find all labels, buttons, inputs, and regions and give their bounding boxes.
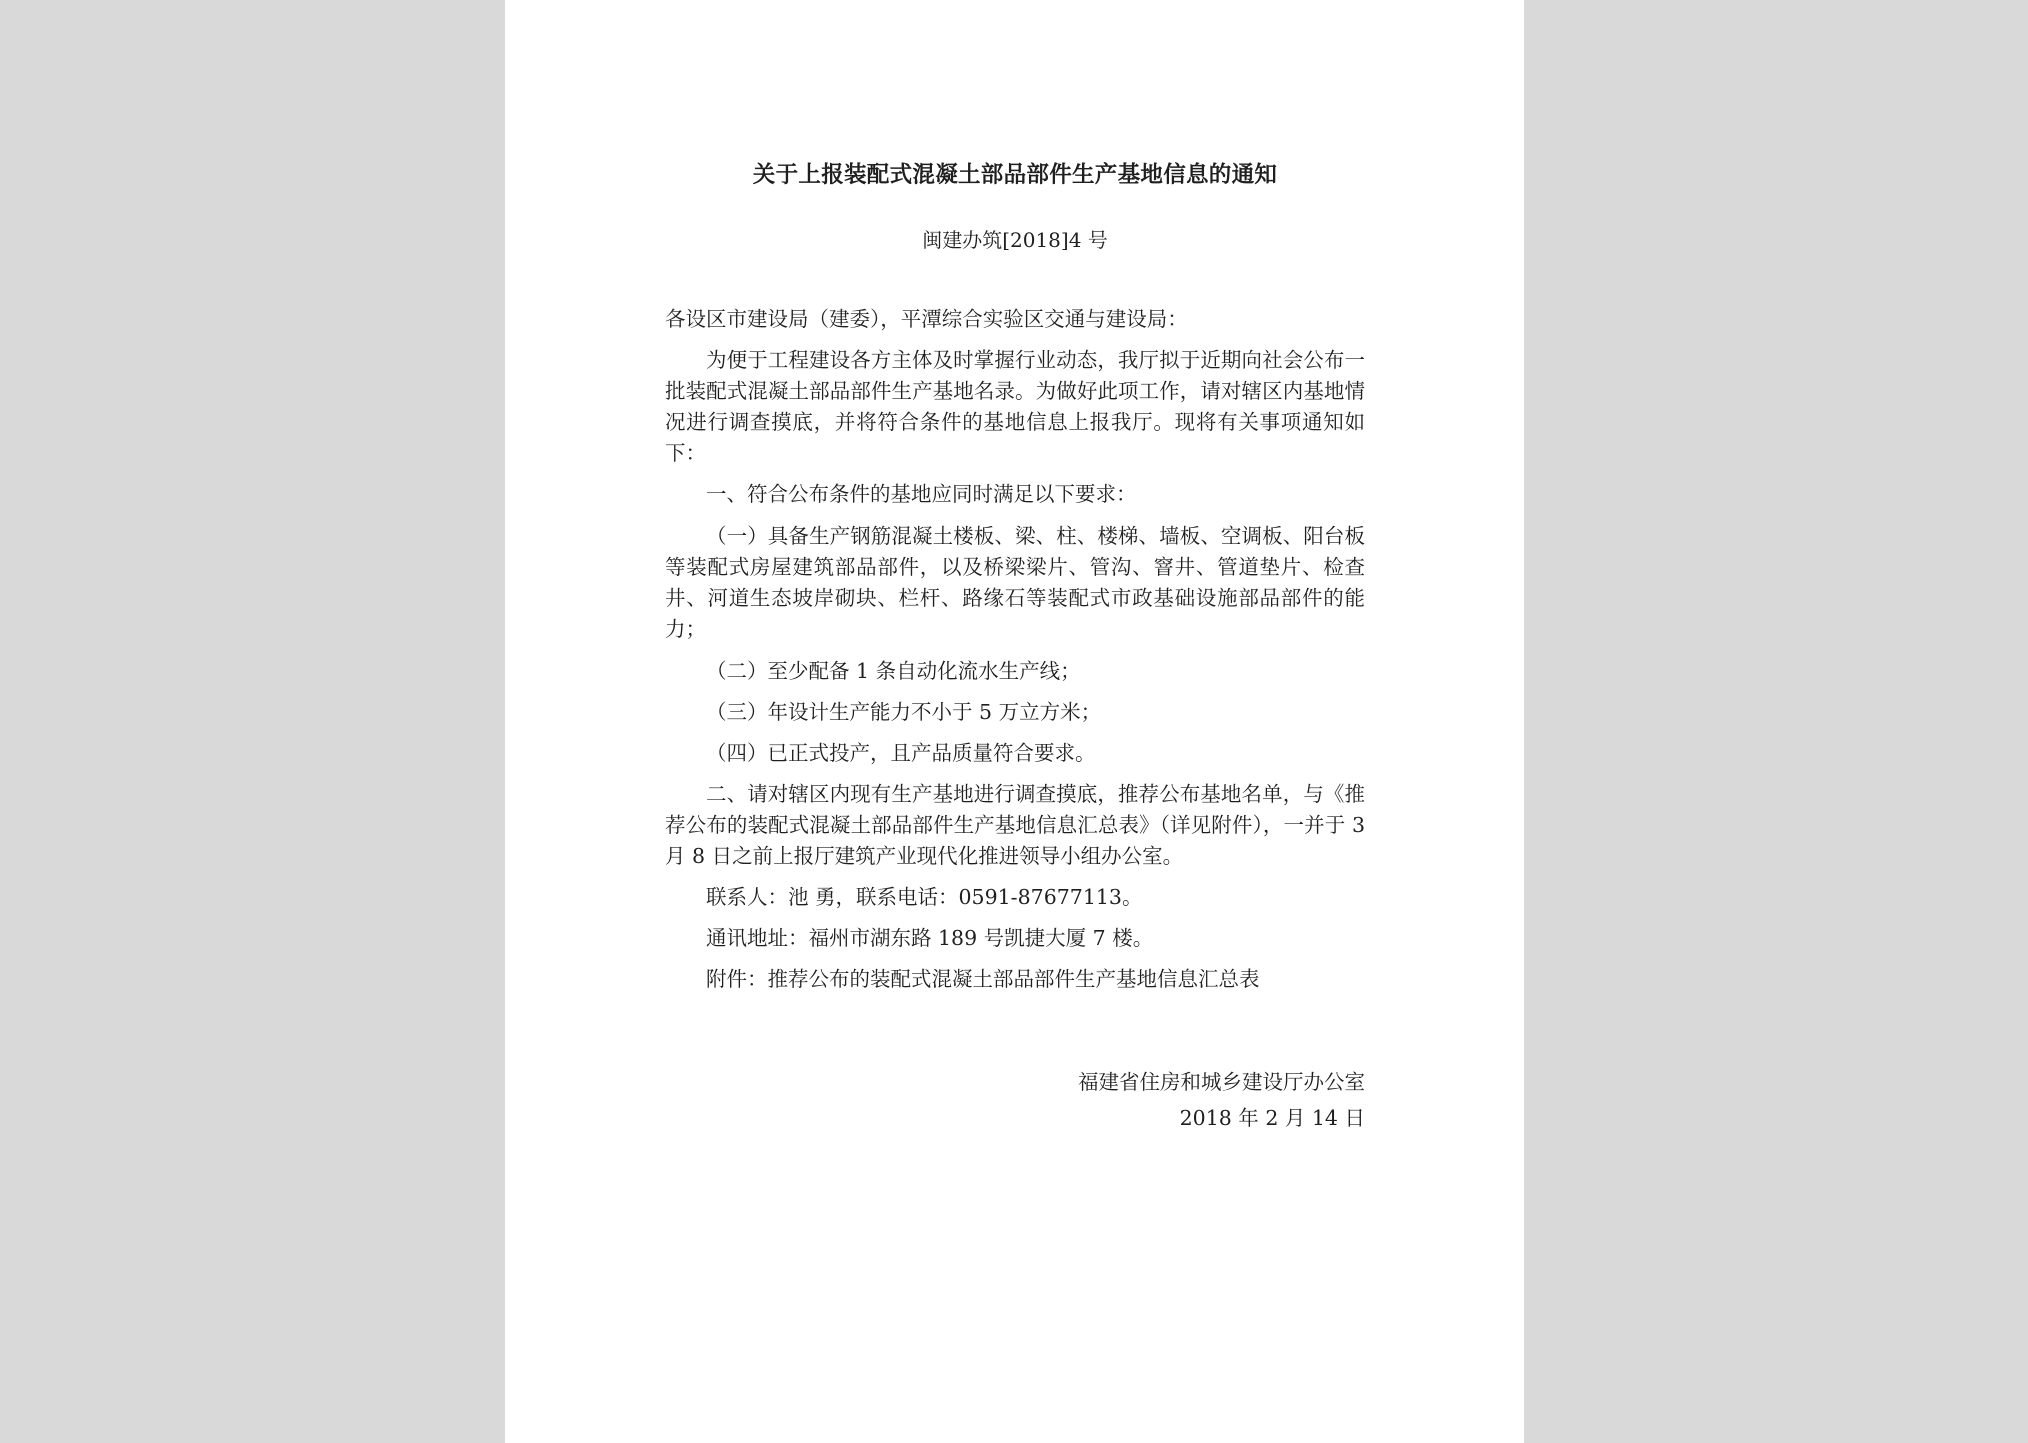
addressee-line: 各设区市建设局（建委），平潭综合实验区交通与建设局： [665, 307, 1188, 331]
address-line: 通讯地址：福州市湖东路 189 号凯捷大厦 7 楼。 [706, 926, 1154, 950]
document-number: 闽建办筑[2018]4 号 [922, 228, 1108, 252]
issuer-name: 福建省住房和城乡建设厅办公室 [1078, 1070, 1365, 1094]
section-one-heading: 一、符合公布条件的基地应同时满足以下要求： [706, 482, 1137, 506]
section-two-paragraph: 二、请对辖区内现有生产基地进行调查摸底，推荐公布基地名单，与《推荐公布的装配式混凝土部品部件生产基地信息汇总表》（详见附件），一并于 3 月 8 日之前上报厅建筑产业现代化推进领导小组办公室。 [665, 782, 1365, 868]
requirement-item-1: （一）具备生产钢筋混凝土楼板、梁、柱、楼梯、墙板、空调板、阳台板等装配式房屋建筑部品部件，以及桥梁梁片、管沟、窨井、管道垫片、检查井、河道生态坡岸砌块、栏杆、路缘石等装配式市政基础设施部品部件的能力； [665, 524, 1365, 641]
attachment-line: 附件：推荐公布的装配式混凝土部品部件生产基地信息汇总表 [706, 967, 1260, 991]
document-body [665, 304, 1365, 995]
issue-date: 2018 年 2 月 14 日 [1179, 1106, 1365, 1130]
document-title: 关于上报装配式混凝土部品部件生产基地信息的通知 [752, 162, 1278, 188]
requirement-item-4: （四）已正式投产，且产品质量符合要求。 [706, 741, 1096, 765]
contact-line: 联系人：池 勇，联系电话：0591-87677113。 [706, 885, 1143, 909]
intro-paragraph: 为便于工程建设各方主体及时掌握行业动态，我厅拟于近期向社会公布一批装配式混凝土部品部件生产基地名录。为做好此项工作，请对辖区内基地情况进行调查摸底，并将符合条件的基地信息上报我厅。现将有关事项通知如下： [665, 348, 1365, 465]
signature-block [665, 1064, 1365, 1136]
requirement-item-2: （二）至少配备 1 条自动化流水生产线； [706, 659, 1081, 683]
document-page [505, 0, 1524, 1443]
requirement-item-3: （三）年设计生产能力不小于 5 万立方米； [706, 700, 1102, 724]
